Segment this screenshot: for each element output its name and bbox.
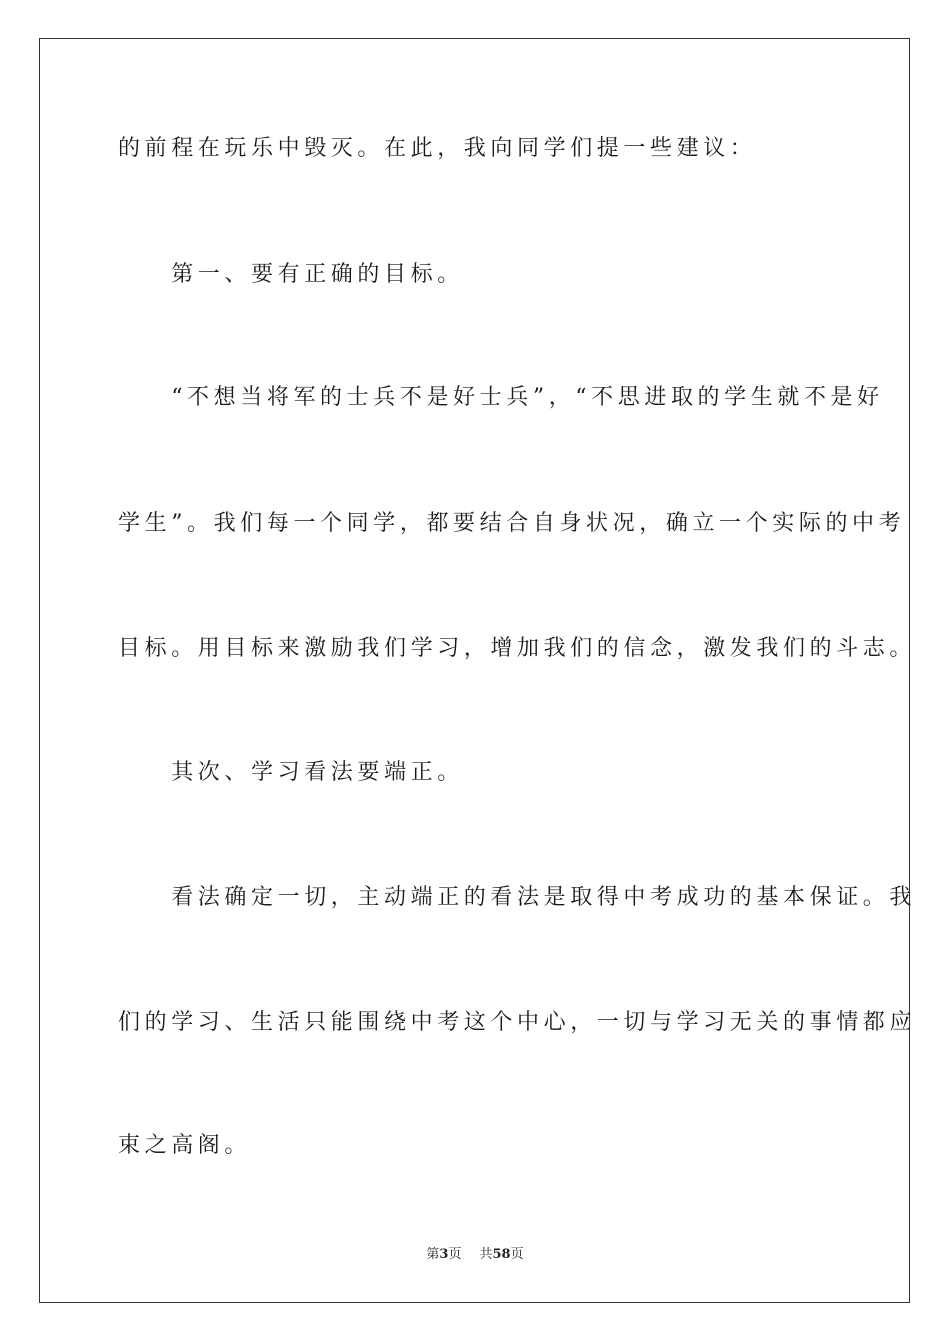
text-line-8: 们的学习、生活只能围绕中考这个中心，一切与学习无关的事情都应 [118,1010,917,1035]
footer-page-number: 3 [439,1247,449,1262]
footer-total-suffix: 页 [510,1247,524,1262]
text-line-2: 第一、要有正确的目标。 [118,262,464,287]
text-line-9: 束之高阁。 [118,1133,252,1158]
footer-total-prefix: 共 [479,1247,493,1262]
text-line-6: 其次、学习看法要端正。 [118,760,464,785]
page-footer [0,1246,950,1264]
text-line-3: “不想当将军的士兵不是好士兵”，“不思进取的学生就不是好 [118,385,884,410]
footer-total-pages: 58 [492,1247,511,1262]
text-line-7: 看法确定一切，主动端正的看法是取得中考成功的基本保证。我 [118,885,917,910]
footer-page-suffix: 页 [448,1247,462,1262]
text-line-5: 目标。用目标来激励我们学习，增加我们的信念，激发我们的斗志。 [118,636,917,661]
footer-page-prefix: 第 [426,1247,440,1262]
page-frame [39,38,917,1303]
text-line-1: 的前程在玩乐中毁灭。在此，我向同学们提一些建议： [118,136,757,161]
text-line-4: 学生”。我们每一个同学，都要结合自身状况，确立一个实际的中考 [118,511,906,536]
